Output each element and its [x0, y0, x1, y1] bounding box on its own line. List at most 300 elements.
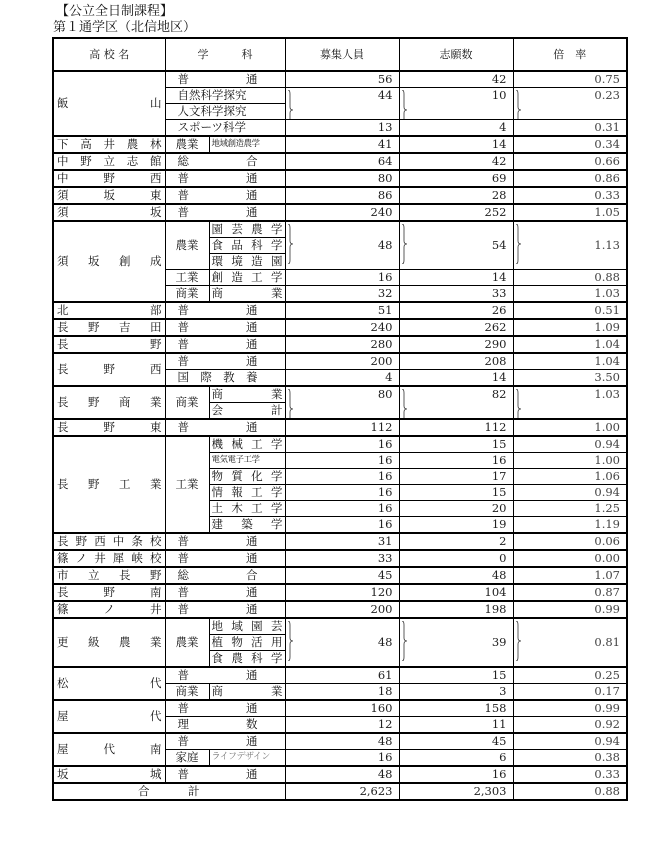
- capacity-cell: [285, 120, 399, 137]
- ratio-cell: [513, 533, 627, 550]
- capacity-cell: [285, 453, 399, 469]
- dept-name: 商 業: [211, 387, 283, 401]
- ratio-cell: [513, 319, 627, 336]
- dept-cell: [209, 254, 285, 270]
- applicants-value: 14: [491, 270, 507, 284]
- dept-cell: [165, 302, 285, 319]
- total-applicants: 2,303: [399, 783, 513, 800]
- ratio-value: 0.33: [594, 767, 620, 781]
- applicants-value: 20: [491, 501, 507, 515]
- applicants-value: 14: [491, 137, 507, 151]
- dept-name: 地域創造農学: [211, 139, 260, 149]
- school-name: 須 坂: [57, 205, 162, 219]
- dept-cell: [209, 684, 285, 701]
- dept-cell: [209, 403, 285, 420]
- dept-name: 会 計: [211, 403, 283, 417]
- capacity-cell: [285, 584, 399, 601]
- ratio-cell: [513, 88, 627, 120]
- applicants-value: 262: [484, 320, 507, 334]
- ratio-cell: [513, 120, 627, 137]
- ratio-cell: [513, 353, 627, 370]
- capacity-value: 16: [377, 270, 393, 284]
- applicants-cell: [399, 485, 513, 501]
- applicants-value: 14: [491, 370, 507, 384]
- ratio-cell: [513, 71, 627, 88]
- dept-name: 食 農 科 学: [211, 651, 283, 665]
- table-row: [53, 601, 627, 618]
- capacity-value: 33: [377, 551, 393, 565]
- capacity-cell: [285, 302, 399, 319]
- school-name: 北 部: [57, 303, 162, 317]
- applicants-value: 0: [499, 551, 507, 565]
- applicants-value: 39: [491, 635, 507, 649]
- ratio-value: 1.04: [594, 337, 620, 351]
- dept-name: 普 通: [177, 420, 258, 434]
- school-name: 長 野 吉 田: [57, 320, 162, 334]
- capacity-cell: [285, 469, 399, 485]
- applicants-value: 112: [484, 420, 507, 434]
- dept-cell: [209, 485, 285, 501]
- table-row: [53, 419, 627, 436]
- ratio-cell: [513, 684, 627, 701]
- dept-cell: [165, 187, 285, 204]
- ratio-value: 0.66: [594, 154, 620, 168]
- category-cell: 工業: [165, 270, 209, 286]
- dept-cell: [165, 204, 285, 221]
- dept-name: 園 芸 農 学: [211, 222, 283, 236]
- school-name: 中 野 立 志 館: [57, 154, 162, 168]
- school-name-cell: [53, 533, 165, 550]
- ratio-value: 1.05: [594, 205, 620, 219]
- applicants-cell: [399, 453, 513, 469]
- dept-name: 普 通: [177, 205, 258, 219]
- applicants-cell: [399, 270, 513, 286]
- ratio-cell: [513, 567, 627, 584]
- capacity-value: 41: [377, 137, 393, 151]
- dept-cell: [165, 584, 285, 601]
- ratio-value: 0.81: [594, 635, 620, 649]
- applicants-value: 290: [484, 337, 507, 351]
- capacity-cell: [285, 550, 399, 567]
- ratio-value: 1.03: [594, 286, 620, 300]
- capacity-value: 16: [377, 485, 393, 499]
- ratio-value: 1.04: [594, 354, 620, 368]
- applicants-value: 104: [484, 585, 507, 599]
- table-header-row: [53, 38, 627, 71]
- applicants-value: 19: [491, 517, 507, 531]
- dept-name: 土 木 工 学: [211, 501, 283, 515]
- page-subtitle: 第１通学区（北信地区）: [53, 20, 197, 35]
- table-row: [53, 71, 627, 88]
- dept-cell: [165, 419, 285, 436]
- table-row: [53, 533, 627, 550]
- capacity-cell: [285, 353, 399, 370]
- dept-cell: [209, 136, 285, 153]
- dept-name: 創 造 工 学: [211, 270, 283, 284]
- dept-name: 普 通: [177, 734, 258, 748]
- applicants-value: 15: [491, 437, 507, 451]
- table-row: [53, 153, 627, 170]
- table-row: [53, 319, 627, 336]
- dept-name: 建 築 学: [211, 517, 283, 531]
- applicants-value: 10: [491, 88, 507, 102]
- ratio-value: 0.06: [594, 534, 620, 548]
- brace-icon: [287, 224, 293, 264]
- dept-name: 理 数: [177, 717, 258, 731]
- ratio-cell: [513, 286, 627, 303]
- ratio-cell: [513, 419, 627, 436]
- dept-cell: [165, 104, 285, 120]
- category-cell: 商業: [165, 286, 209, 303]
- applicants-value: 69: [491, 171, 507, 185]
- applicants-cell: [399, 136, 513, 153]
- dept-name: 人文科学探究: [177, 104, 247, 118]
- capacity-value: 48: [377, 635, 393, 649]
- ratio-value: 0.25: [594, 668, 620, 682]
- table-row: [53, 667, 627, 684]
- ratio-cell: [513, 136, 627, 153]
- capacity-cell: [285, 319, 399, 336]
- ratio-value: 0.99: [594, 602, 620, 616]
- total-label: 合 計: [53, 783, 285, 800]
- category-cell: 農業: [165, 221, 209, 270]
- applicants-cell: [399, 567, 513, 584]
- dept-name: 普 通: [177, 354, 258, 368]
- ratio-value: 0.17: [594, 684, 620, 698]
- capacity-cell: [285, 286, 399, 303]
- dept-name: 普 通: [177, 303, 258, 317]
- applicants-cell: [399, 517, 513, 534]
- category-cell: 農業: [165, 618, 209, 667]
- dept-cell: [165, 533, 285, 550]
- capacity-value: 16: [377, 453, 393, 467]
- school-name-cell: [53, 71, 165, 136]
- applicants-value: 48: [491, 568, 507, 582]
- applicants-value: 158: [484, 701, 507, 715]
- table-row: [53, 336, 627, 353]
- ratio-value: 1.19: [594, 517, 620, 531]
- ratio-value: 3.50: [594, 370, 620, 384]
- dept-name: 自然科学探究: [177, 88, 247, 102]
- category-cell: 家庭: [165, 750, 209, 767]
- dept-name: 普 通: [177, 585, 258, 599]
- capacity-value: 16: [377, 501, 393, 515]
- ratio-value: 1.13: [594, 238, 620, 252]
- ratio-cell: [513, 469, 627, 485]
- dept-name: 電気電子工学: [211, 455, 260, 465]
- applicants-cell: [399, 750, 513, 767]
- dept-cell: [209, 453, 285, 469]
- dept-name: 環 境 造 園: [211, 254, 283, 268]
- dept-cell: [209, 635, 285, 651]
- school-name: 長 野 工 業: [57, 477, 162, 491]
- brace-icon: [287, 621, 293, 661]
- header-dept: 学 科: [165, 38, 285, 71]
- capacity-value: 200: [370, 602, 393, 616]
- applicants-value: 3: [499, 684, 507, 698]
- dept-cell: [209, 270, 285, 286]
- applicants-value: 26: [491, 303, 507, 317]
- ratio-value: 1.09: [594, 320, 620, 334]
- capacity-value: 86: [377, 188, 393, 202]
- ratio-cell: [513, 302, 627, 319]
- capacity-value: 32: [377, 286, 393, 300]
- school-name: 松 代: [57, 676, 162, 690]
- school-name-cell: [53, 302, 165, 319]
- capacity-cell: [285, 153, 399, 170]
- school-name: 篠 ノ 井: [57, 602, 162, 616]
- brace-icon: [515, 621, 521, 661]
- dept-cell: [209, 469, 285, 485]
- table-row: [53, 766, 627, 783]
- applicants-cell: [399, 684, 513, 701]
- ratio-value: 0.94: [594, 734, 620, 748]
- capacity-cell: [285, 270, 399, 286]
- capacity-cell: [285, 204, 399, 221]
- dept-cell: [209, 651, 285, 668]
- applicants-cell: [399, 370, 513, 387]
- applicants-cell: [399, 187, 513, 204]
- dept-cell: [165, 717, 285, 734]
- school-name-cell: [53, 733, 165, 766]
- dept-cell: [165, 170, 285, 187]
- dept-name: 商 業: [211, 286, 283, 300]
- category-cell: 商業: [165, 684, 209, 701]
- dept-name: 普 通: [177, 534, 258, 548]
- dept-cell: [165, 601, 285, 618]
- capacity-cell: [285, 501, 399, 517]
- school-name: 須 坂 創 成: [57, 254, 162, 268]
- school-name-cell: [53, 567, 165, 584]
- school-name-cell: [53, 436, 165, 533]
- table-row: [53, 700, 627, 717]
- school-name-cell: [53, 601, 165, 618]
- applicants-cell: [399, 766, 513, 783]
- school-name-cell: [53, 386, 165, 419]
- capacity-value: 48: [377, 734, 393, 748]
- table-row: [53, 302, 627, 319]
- ratio-cell: [513, 733, 627, 750]
- school-name: 屋 代: [57, 709, 162, 723]
- applicants-cell: [399, 419, 513, 436]
- capacity-value: 16: [377, 469, 393, 483]
- applicants-cell: [399, 221, 513, 270]
- applicants-cell: [399, 618, 513, 667]
- ratio-cell: [513, 601, 627, 618]
- table-row: [53, 353, 627, 370]
- dept-name: 国 際 教 養: [177, 370, 258, 384]
- capacity-cell: [285, 567, 399, 584]
- capacity-value: 51: [377, 303, 393, 317]
- capacity-cell: [285, 667, 399, 684]
- applicants-value: 16: [491, 767, 507, 781]
- school-name-cell: [53, 419, 165, 436]
- ratio-value: 0.87: [594, 585, 620, 599]
- applicants-value: 11: [491, 717, 507, 731]
- applicants-value: 42: [491, 154, 507, 168]
- ratio-cell: [513, 667, 627, 684]
- applicants-cell: [399, 667, 513, 684]
- table-row: [53, 136, 627, 153]
- applicants-value: 252: [484, 205, 507, 219]
- applicants-value: 4: [499, 120, 507, 134]
- ratio-cell: [513, 187, 627, 204]
- capacity-cell: [285, 700, 399, 717]
- table-row: [53, 436, 627, 453]
- ratio-value: 1.25: [594, 501, 620, 515]
- applicants-cell: [399, 153, 513, 170]
- dept-cell: [165, 550, 285, 567]
- applicants-cell: [399, 170, 513, 187]
- table-row: [53, 204, 627, 221]
- capacity-value: 240: [370, 320, 393, 334]
- applicants-value: 42: [491, 72, 507, 86]
- applicants-cell: [399, 88, 513, 120]
- dept-cell: [165, 766, 285, 783]
- dept-cell: [209, 750, 285, 767]
- dept-cell: [165, 71, 285, 88]
- applicants-value: 16: [491, 453, 507, 467]
- ratio-cell: [513, 750, 627, 767]
- applicants-value: 17: [491, 469, 507, 483]
- dept-cell: [209, 436, 285, 453]
- school-name: 下 高 井 農 林: [57, 137, 162, 151]
- capacity-value: 56: [377, 72, 393, 86]
- applicants-value: 15: [491, 485, 507, 499]
- dept-cell: [165, 700, 285, 717]
- capacity-value: 44: [377, 88, 393, 102]
- header-ratio: 倍 率: [513, 38, 627, 71]
- dept-name: 総 合: [177, 568, 258, 582]
- ratio-cell: [513, 717, 627, 734]
- applicant-ratio-table: [52, 37, 628, 801]
- ratio-value: 0.94: [594, 437, 620, 451]
- school-name: 長 野 東: [57, 420, 162, 434]
- capacity-cell: [285, 517, 399, 534]
- ratio-cell: [513, 270, 627, 286]
- dept-cell: [165, 153, 285, 170]
- dept-cell: [165, 336, 285, 353]
- capacity-cell: [285, 601, 399, 618]
- capacity-cell: [285, 370, 399, 387]
- applicants-cell: [399, 204, 513, 221]
- applicants-cell: [399, 550, 513, 567]
- ratio-cell: [513, 453, 627, 469]
- capacity-cell: [285, 221, 399, 270]
- capacity-value: 200: [370, 354, 393, 368]
- total-capacity: 2,623: [285, 783, 399, 800]
- dept-cell: [165, 733, 285, 750]
- ratio-cell: [513, 517, 627, 534]
- dept-cell: [165, 353, 285, 370]
- school-name-cell: [53, 204, 165, 221]
- applicants-cell: [399, 336, 513, 353]
- ratio-cell: [513, 485, 627, 501]
- applicants-cell: [399, 71, 513, 88]
- capacity-cell: [285, 533, 399, 550]
- applicants-value: 54: [491, 238, 507, 252]
- school-name: 長 野 西 中 条 校: [57, 534, 162, 548]
- dept-cell: [209, 221, 285, 238]
- school-name: 長 野: [57, 337, 162, 351]
- school-name-cell: [53, 667, 165, 700]
- ratio-cell: [513, 386, 627, 419]
- ratio-cell: [513, 550, 627, 567]
- dept-cell: [165, 88, 285, 104]
- ratio-value: 0.38: [594, 750, 620, 764]
- dept-name: 普 通: [177, 767, 258, 781]
- brace-icon: [401, 90, 407, 120]
- dept-cell: [209, 238, 285, 254]
- ratio-value: 0.00: [594, 551, 620, 565]
- table-row: [53, 733, 627, 750]
- capacity-cell: [285, 733, 399, 750]
- school-name: 屋 代 南: [57, 742, 162, 756]
- dept-name: 普 通: [177, 337, 258, 351]
- applicants-value: 2: [499, 534, 507, 548]
- capacity-value: 80: [377, 387, 393, 401]
- capacity-value: 112: [370, 420, 393, 434]
- capacity-cell: [285, 766, 399, 783]
- dept-cell: [165, 667, 285, 684]
- capacity-cell: [285, 386, 399, 419]
- category-cell: 商業: [165, 386, 209, 419]
- applicants-value: 82: [491, 387, 507, 401]
- applicants-cell: [399, 386, 513, 419]
- applicants-value: 6: [499, 750, 507, 764]
- capacity-value: 18: [377, 684, 393, 698]
- capacity-value: 45: [377, 568, 393, 582]
- applicants-cell: [399, 533, 513, 550]
- dept-cell: [165, 370, 285, 387]
- applicants-value: 15: [491, 668, 507, 682]
- ratio-cell: [513, 153, 627, 170]
- school-name: 長 野 商 業: [57, 395, 162, 409]
- brace-icon: [515, 90, 521, 120]
- table-row: [53, 618, 627, 635]
- ratio-cell: [513, 501, 627, 517]
- dept-name: 普 通: [177, 72, 258, 86]
- ratio-value: 0.34: [594, 137, 620, 151]
- dept-name: 普 通: [177, 602, 258, 616]
- total-row: [53, 783, 627, 800]
- applicants-cell: [399, 469, 513, 485]
- capacity-value: 31: [377, 534, 393, 548]
- brace-icon: [515, 389, 521, 419]
- page-title: 【公立全日制課程】: [56, 4, 174, 19]
- applicants-cell: [399, 717, 513, 734]
- dept-name: 食 品 科 学: [211, 238, 283, 252]
- applicants-cell: [399, 302, 513, 319]
- ratio-value: 1.07: [594, 568, 620, 582]
- school-name: 坂 城: [57, 767, 162, 781]
- capacity-cell: [285, 717, 399, 734]
- table-row: [53, 567, 627, 584]
- header-applicants: 志願数: [399, 38, 513, 71]
- dept-name: 普 通: [177, 320, 258, 334]
- dept-cell: [209, 386, 285, 403]
- dept-name: 普 通: [177, 188, 258, 202]
- applicants-cell: [399, 353, 513, 370]
- capacity-cell: [285, 136, 399, 153]
- capacity-cell: [285, 336, 399, 353]
- school-name: 飯 山: [57, 96, 162, 110]
- school-name-cell: [53, 353, 165, 386]
- capacity-cell: [285, 750, 399, 767]
- ratio-cell: [513, 170, 627, 187]
- ratio-cell: [513, 204, 627, 221]
- applicants-value: 45: [491, 734, 507, 748]
